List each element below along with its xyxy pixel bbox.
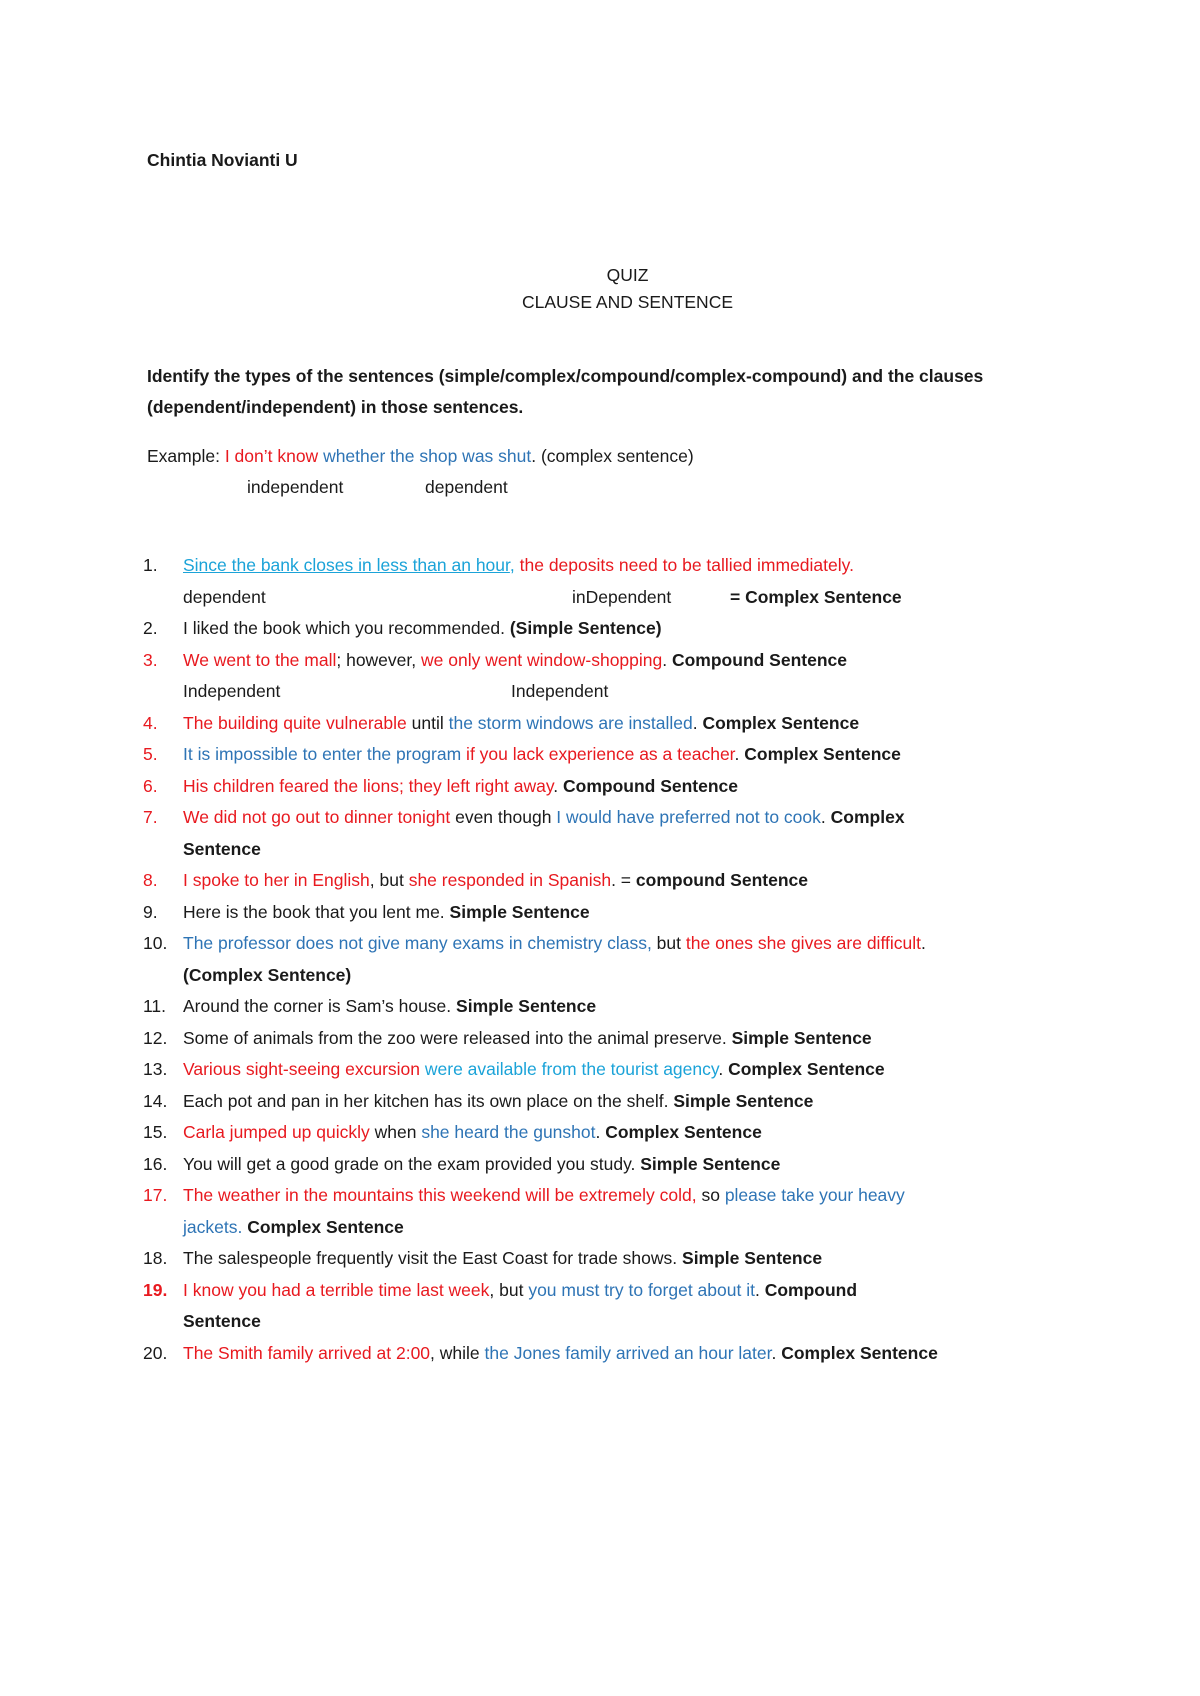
item-text <box>183 991 596 1023</box>
quiz-items-list <box>0 550 1200 1369</box>
clause-label: Independent <box>511 681 609 701</box>
list-item <box>0 1086 1200 1118</box>
item-number: 6. <box>143 775 158 796</box>
punctuation: . <box>595 1122 606 1142</box>
punctuation: , <box>509 555 515 575</box>
answer-label: Simple Sentence <box>682 1248 823 1268</box>
item-number: 7. <box>143 807 158 827</box>
list-item <box>0 613 1200 645</box>
answer-label: Simple Sentence <box>673 1090 814 1111</box>
item-text <box>183 1275 857 1307</box>
list-item <box>0 897 1200 929</box>
sentence-text: Some of animals from the zoo were released into the animal preserve. <box>183 1027 732 1048</box>
clause-labels-row <box>0 676 1200 708</box>
punctuation: . <box>771 1342 782 1363</box>
answer-label: Simple Sentence <box>640 1153 781 1174</box>
connector: , but <box>489 1279 529 1300</box>
item-number: 3. <box>143 649 158 670</box>
list-item <box>0 771 1200 803</box>
list-item <box>0 1149 1200 1181</box>
dependent-clause: she heard the gunshot <box>421 1122 596 1142</box>
independent-clause: I know you had a terrible time last week <box>183 1279 490 1300</box>
item-text <box>183 1086 813 1118</box>
answer-label: (Complex Sentence) <box>183 964 352 985</box>
example-sentence <box>147 441 694 472</box>
answer-label: Simple Sentence <box>449 901 590 922</box>
connector: even though <box>450 807 557 827</box>
example-independent-clause: I don’t know <box>224 446 319 466</box>
item-text <box>183 550 854 582</box>
answer-label: Simple Sentence <box>731 1027 872 1048</box>
answer-label: Compound <box>764 1279 858 1300</box>
connector: when <box>369 1122 422 1142</box>
independent-clause: Carla jumped up quickly <box>183 1122 370 1142</box>
item-number: 5. <box>143 744 158 764</box>
answer-label: compound Sentence <box>635 870 808 890</box>
sentence-text: I liked the book which you recommended. <box>183 618 510 638</box>
item-text <box>183 1117 762 1149</box>
punctuation: . <box>718 1059 729 1079</box>
answer-label: Complex Sentence <box>781 1342 938 1363</box>
instruction-text: Identify the types of the sentences (simple/complex/compound/complex-compound) and the clauses (dependent/independent) in those sentences. <box>147 366 984 417</box>
connector: but <box>651 933 686 953</box>
item-number: 14. <box>143 1090 168 1111</box>
item-number: 10. <box>143 933 168 953</box>
item-text <box>183 613 662 645</box>
independent-clause: Various sight-seeing excursion <box>183 1059 421 1079</box>
dependent-clause: the Jones family arrived an hour later <box>484 1342 772 1363</box>
independent-clause: We went to the mall <box>183 649 337 670</box>
independent-clause: His children feared the lions; they left right away <box>183 775 554 796</box>
answer-label: Compound Sentence <box>671 649 847 670</box>
item-text <box>183 802 905 834</box>
item-number: 2. <box>143 618 158 638</box>
sentence-text: Each pot and pan in her kitchen has its own place on the shelf. <box>183 1090 674 1111</box>
dependent-clause: jackets. <box>183 1216 243 1237</box>
dependent-clause: if you lack experience as a teacher <box>461 744 735 764</box>
item-number: 13. <box>143 1059 168 1079</box>
list-item <box>0 739 1200 771</box>
answer-label: Complex Sentence <box>242 1216 404 1237</box>
item-number: 4. <box>143 712 158 733</box>
item-number: 11. <box>143 996 167 1016</box>
sentence-text: Around the corner is Sam’s house. <box>183 996 457 1016</box>
answer-label: Complex Sentence <box>605 1122 762 1142</box>
list-item <box>0 645 1200 677</box>
list-item <box>0 1180 1200 1212</box>
item-text <box>183 739 901 771</box>
example-label-independent: independent <box>247 477 344 497</box>
punctuation: . <box>553 775 564 796</box>
sentence-text: Here is the book that you lent me. <box>183 901 450 922</box>
item-number: 8. <box>143 870 158 890</box>
item-number: 19. <box>143 1279 168 1300</box>
item-text <box>183 1023 872 1055</box>
item-number: 16. <box>143 1153 168 1174</box>
example-prefix: Example: <box>147 446 225 466</box>
item-text <box>183 1243 822 1275</box>
item-number: 9. <box>143 901 158 922</box>
sentence-text: You will get a good grade on the exam provided you study. <box>183 1153 641 1174</box>
item-text <box>183 708 859 740</box>
punctuation: . <box>754 1279 765 1300</box>
punctuation: . <box>820 807 831 827</box>
list-item <box>0 865 1200 897</box>
list-item <box>0 802 1200 834</box>
item-number: 15. <box>143 1122 168 1142</box>
title-block <box>0 262 1200 316</box>
independent-clause: The professor does not give many exams in chemistry class, <box>183 933 652 953</box>
dependent-clause: the ones she gives are difficult <box>685 933 921 953</box>
list-item <box>0 1338 1200 1370</box>
list-item-continuation <box>0 1212 1200 1244</box>
item-text <box>183 1180 905 1212</box>
punctuation: . <box>734 744 745 764</box>
list-item <box>0 928 1200 960</box>
list-item <box>0 1275 1200 1307</box>
independent-clause: The building quite vulnerable <box>183 712 407 733</box>
independent-clause: The Smith family arrived at 2:00 <box>183 1342 431 1363</box>
dependent-clause: please take your heavy <box>724 1185 905 1205</box>
answer-label: Complex Sentence <box>728 1059 885 1079</box>
quiz-title: QUIZ <box>606 265 649 285</box>
punctuation: . <box>692 712 703 733</box>
answer-label: Simple Sentence <box>456 996 597 1016</box>
independent-clause: I spoke to her in English <box>183 870 370 890</box>
item-number: 17. <box>143 1185 168 1205</box>
clause-label: dependent <box>183 586 266 607</box>
answer-label: Compound Sentence <box>563 775 739 796</box>
item-text <box>183 1054 885 1086</box>
item-number: 18. <box>143 1248 168 1268</box>
item-number: 20. <box>143 1342 168 1363</box>
independent-clause: The weather in the mountains this weekend will be extremely cold, <box>183 1185 697 1205</box>
answer-label: Complex Sentence <box>744 744 901 764</box>
list-item-continuation <box>0 834 1200 866</box>
connector: until <box>406 712 449 733</box>
list-item <box>0 550 1200 582</box>
clause-label: Independent <box>183 681 281 701</box>
example-dependent-clause: whether the shop was shut <box>318 446 532 466</box>
list-item <box>0 991 1200 1023</box>
independent-clause: the deposits need to be tallied immediately. <box>514 555 854 575</box>
item-text <box>183 928 926 960</box>
answer-label: = Complex Sentence <box>730 586 902 607</box>
dependent-clause: I would have preferred not to cook <box>556 807 821 827</box>
independent-clause: We did not go out to dinner tonight <box>183 807 451 827</box>
answer-label: (Simple Sentence) <box>509 618 662 638</box>
item-text <box>183 1149 780 1181</box>
answer-label: Complex Sentence <box>702 712 860 733</box>
item-text <box>183 1338 938 1370</box>
list-item <box>0 708 1200 740</box>
list-item <box>0 1054 1200 1086</box>
item-text <box>183 865 808 897</box>
answer-label: Sentence <box>183 838 261 859</box>
quiz-subtitle: CLAUSE AND SENTENCE <box>521 292 734 312</box>
clause-label: inDependent <box>572 586 672 607</box>
list-item-continuation <box>0 960 1200 992</box>
list-item <box>0 1023 1200 1055</box>
connector: so <box>696 1185 725 1205</box>
answer-label: Sentence <box>183 1311 261 1331</box>
item-number: 1. <box>143 555 158 575</box>
dependent-clause: Since the bank closes in less than an hour <box>183 555 510 575</box>
punctuation: . <box>662 649 672 670</box>
list-item <box>0 1243 1200 1275</box>
author-name: Chintia Novianti U <box>147 150 298 170</box>
independent-clause: we only went window-shopping <box>421 649 663 670</box>
answer-label: Complex <box>830 807 905 827</box>
sentence-text: The salespeople frequently visit the East Coast for trade shows. <box>183 1248 683 1268</box>
item-text <box>183 645 847 677</box>
punctuation: . <box>920 933 926 953</box>
independent-clause: It is impossible to enter the program <box>183 744 462 764</box>
connector: , while <box>430 1342 485 1363</box>
example-label-dependent: dependent <box>425 477 508 497</box>
example-suffix: . (complex sentence) <box>531 446 694 466</box>
list-item <box>0 1117 1200 1149</box>
item-text <box>183 771 738 803</box>
punctuation: . = <box>611 870 636 890</box>
list-item-continuation <box>0 1306 1200 1338</box>
independent-clause: she responded in Spanish <box>408 870 612 890</box>
item-text <box>183 1212 404 1244</box>
dependent-clause: the storm windows are installed <box>448 712 693 733</box>
clause-labels-row <box>0 582 1200 614</box>
dependent-clause: were available from the tourist agency <box>420 1059 719 1079</box>
connector: ; however, <box>336 649 421 670</box>
independent-clause: you must try to forget about it <box>528 1279 755 1300</box>
connector: , but <box>369 870 409 890</box>
item-number: 12. <box>143 1027 168 1048</box>
item-text <box>183 897 590 929</box>
